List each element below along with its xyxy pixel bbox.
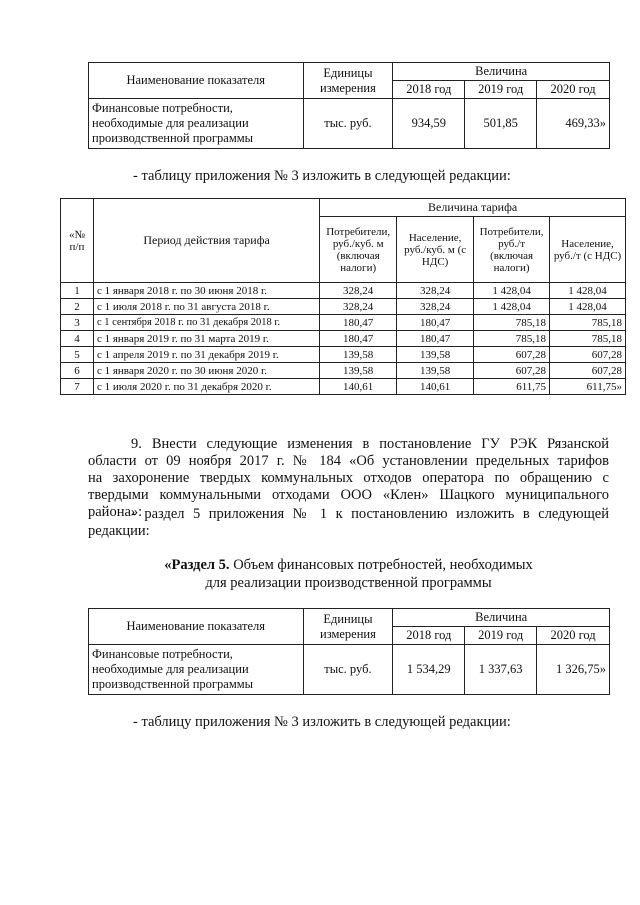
section5-heading-line2: для реализации производственной программы (205, 575, 492, 591)
header-row-number: «№ п/п (61, 199, 94, 283)
row-period: с 1 сентября 2018 г. по 31 декабря 2018 г. (93, 315, 319, 331)
header-year: 2019 год (465, 81, 537, 99)
table-row (61, 283, 626, 299)
header-unit: Единицы измерения (303, 609, 393, 645)
row-value: 328,24 (397, 299, 474, 315)
row-value: 607,28 (550, 363, 626, 379)
paragraph-line: района»: (88, 504, 143, 520)
row-value: 139,58 (397, 363, 474, 379)
row-number: 3 (61, 315, 94, 331)
row-value: 934,59 (393, 99, 465, 149)
paragraph-line: 9. Внести следующие изменения в постановление ГУ РЭК Рязанской (131, 436, 609, 452)
row-value: 180,47 (320, 315, 397, 331)
row-period: с 1 июля 2018 г. по 31 августа 2018 г. (93, 299, 319, 315)
header-population-ton: Население, руб./т (с НДС) (550, 217, 626, 283)
row-value: 328,24 (397, 283, 474, 299)
section5-intro (88, 506, 609, 540)
row-value: 180,47 (397, 331, 474, 347)
row-value: 139,58 (320, 347, 397, 363)
row-number: 4 (61, 331, 94, 347)
header-indicator-name: Наименование показателя (89, 63, 304, 99)
header-population-m3: Население, руб./куб. м (с НДС) (397, 217, 474, 283)
row-value: 1 428,04 (474, 283, 550, 299)
table-row (61, 315, 626, 331)
header-tariff-value: Величина тарифа (320, 199, 626, 217)
row-period: с 1 января 2020 г. по 30 июня 2020 г. (93, 363, 319, 379)
header-consumers-m3: Потребители, руб./куб. м (включая налоги) (320, 217, 397, 283)
row-value: 501,85 (465, 99, 537, 149)
closing-text: - таблицу приложения № 3 изложить в следующей редакции: (133, 714, 511, 730)
financial-needs-table-section5 (88, 608, 610, 695)
row-value: 785,18 (550, 331, 626, 347)
paragraph-line: твердыми коммунальными отходами ООО «Клен» Шацкого муниципального (88, 487, 609, 503)
row-value: 1 534,29 (393, 645, 465, 695)
row-value: 611,75 (474, 379, 550, 395)
table-row (61, 347, 626, 363)
row-value: 611,75» (550, 379, 626, 395)
row-value: 607,28 (474, 347, 550, 363)
table-row (61, 299, 626, 315)
row-unit: тыс. руб. (303, 645, 393, 695)
header-consumers-ton: Потребители, руб./т (включая налоги) (474, 217, 550, 283)
row-period: с 1 января 2018 г. по 30 июня 2018 г. (93, 283, 319, 299)
header-year: 2020 год (537, 81, 610, 99)
header-year: 2020 год (537, 627, 610, 645)
table-row (61, 379, 626, 395)
section5-heading-bold: «Раздел 5. (164, 557, 230, 573)
header-year: 2018 год (393, 81, 465, 99)
row-value: 785,18 (474, 331, 550, 347)
paragraph-line: на захоронение твердых коммунальных отходов оператора по обращению с (88, 470, 609, 486)
row-value: 607,28 (474, 363, 550, 379)
header-value: Величина (393, 609, 610, 627)
row-value: 1 428,04 (550, 283, 626, 299)
header-year: 2018 год (393, 627, 465, 645)
row-number: 2 (61, 299, 94, 315)
row-indicator-name: Финансовые потребности, необходимые для реализации производственной программы (89, 99, 304, 149)
row-value: 785,18 (474, 315, 550, 331)
row-value: 328,24 (320, 283, 397, 299)
row-value: 139,58 (397, 347, 474, 363)
row-value: 139,58 (320, 363, 397, 379)
row-value: 328,24 (320, 299, 397, 315)
header-tariff-period: Период действия тарифа (93, 199, 319, 283)
tariff-table (60, 198, 626, 395)
table-intro-text: - таблицу приложения № 3 изложить в следующей редакции: (133, 168, 511, 184)
row-value: 1 428,04 (474, 299, 550, 315)
paragraph-line: редакции: (88, 523, 150, 539)
table-row (61, 363, 626, 379)
row-value: 1 428,04 (550, 299, 626, 315)
row-value: 140,61 (320, 379, 397, 395)
row-value: 180,47 (320, 331, 397, 347)
row-number: 7 (61, 379, 94, 395)
row-value: 785,18 (550, 315, 626, 331)
row-value: 140,61 (397, 379, 474, 395)
paragraph-line: - раздел 5 приложения № 1 к постановлению изложить в следующей (131, 506, 609, 522)
row-number: 5 (61, 347, 94, 363)
paragraph-line: области от 09 ноября 2017 г. № 184 «Об установлении предельных тарифов (88, 453, 609, 469)
financial-needs-table-2018 (88, 62, 610, 149)
row-number: 1 (61, 283, 94, 299)
row-value: 469,33» (537, 99, 610, 149)
row-value: 607,28 (550, 347, 626, 363)
row-number: 6 (61, 363, 94, 379)
row-value: 1 326,75» (537, 645, 610, 695)
row-value: 180,47 (397, 315, 474, 331)
section5-heading-text: Объем финансовых потребностей, необходимых (229, 557, 533, 573)
section5-heading (88, 556, 609, 592)
row-indicator-name: Финансовые потребности, необходимые для реализации производственной программы (89, 645, 304, 695)
table-row (61, 331, 626, 347)
header-indicator-name: Наименование показателя (89, 609, 304, 645)
row-period: с 1 января 2019 г. по 31 марта 2019 г. (93, 331, 319, 347)
row-period: с 1 апреля 2019 г. по 31 декабря 2019 г. (93, 347, 319, 363)
header-year: 2019 год (465, 627, 537, 645)
header-value: Величина (393, 63, 610, 81)
row-value: 1 337,63 (465, 645, 537, 695)
row-period: с 1 июля 2020 г. по 31 декабря 2020 г. (93, 379, 319, 395)
row-unit: тыс. руб. (303, 99, 393, 149)
header-unit: Единицы измерения (303, 63, 393, 99)
